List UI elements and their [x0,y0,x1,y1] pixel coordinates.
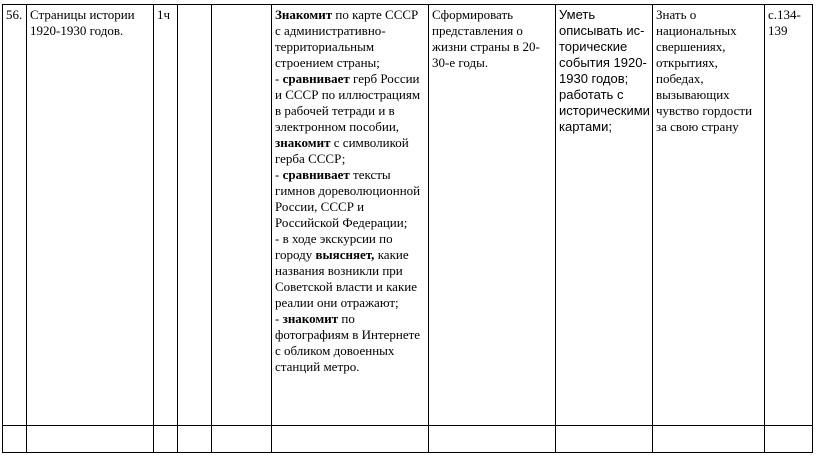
empty-cell [429,426,556,453]
activity-item: - сравнивает герб России и СССР по иллюстрациям в рабочей тетради и в электронном пособии, знакомит с символикой герба СССР; [275,71,421,166]
lesson-plan-table [2,4,813,453]
empty-cell [212,426,272,453]
empty-cell [154,426,178,453]
empty-cell [3,426,27,453]
lesson-number: 56. [3,5,27,426]
table-row [3,5,813,426]
activity-item: Знакомит по карте СССР с административно-территориальным строением страны; [275,7,419,70]
lesson-hours: 1ч [154,5,178,426]
empty-cell [212,5,272,426]
activity-item: - знакомит по фотографиям в Интернете с обликом довоенных станций метро. [275,311,421,374]
empty-cell [653,426,765,453]
skills-cell: Уметь описывать ис-торические события 1920-1930 годов; работать с историческими картами; [556,5,653,426]
empty-cell [27,426,154,453]
values-cell: Знать о национальных свершениях, открытиях, победах, вызывающих чувство гордости за свою страну [653,5,765,426]
empty-cell [178,426,212,453]
empty-cell [556,426,653,453]
table-row [3,426,813,453]
pages-cell: с.134-139 [765,5,813,426]
activities-cell [272,5,429,426]
goal-cell: Сформировать представления о жизни страны в 20-30-е годы. [429,5,556,426]
activity-item: - в ходе экскурсии по городу выясняет, какие названия возникли при Советской власти и какие реалии они отражают; [275,231,417,310]
activity-item: - сравнивает тексты гимнов дореволюционной России, СССР и Российской Федерации; [275,167,421,230]
lesson-topic: Страницы истории 1920-1930 годов. [27,5,154,426]
empty-cell [178,5,212,426]
empty-cell [272,426,429,453]
empty-cell [765,426,813,453]
